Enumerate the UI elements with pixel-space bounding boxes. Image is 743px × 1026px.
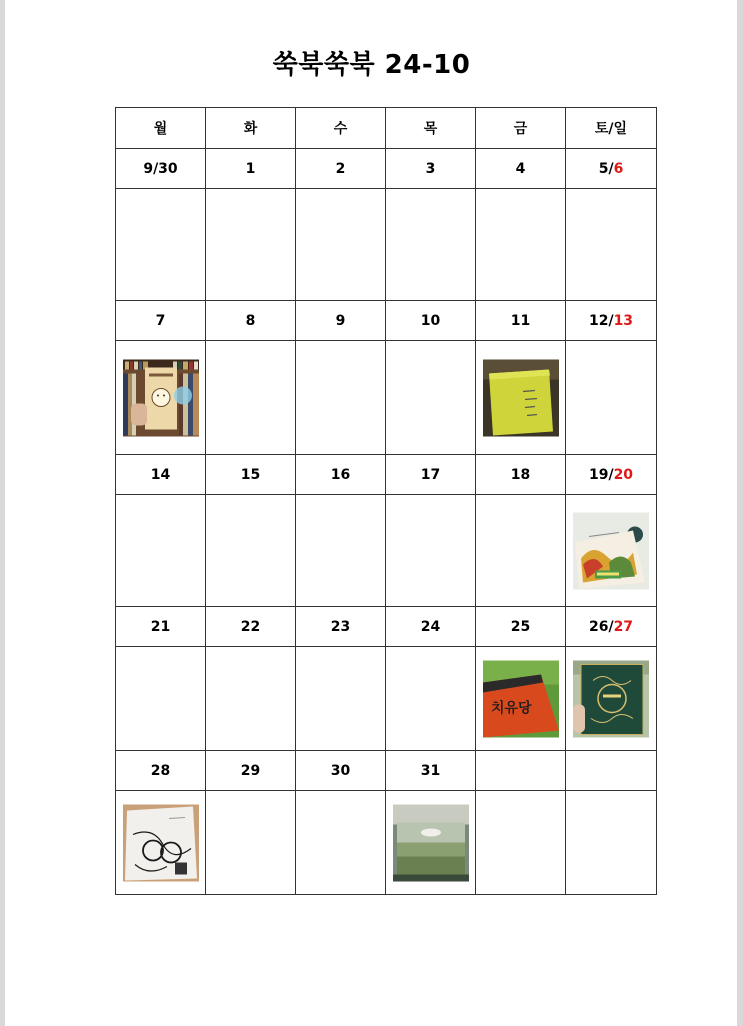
content-cell xyxy=(116,647,206,751)
weekday-mon: 월 xyxy=(116,108,206,149)
date-cell: 18 xyxy=(476,455,566,495)
date-cell: 4 xyxy=(476,149,566,189)
week-2-content-row xyxy=(116,341,657,455)
date-cell: 23 xyxy=(296,607,386,647)
book-cover-title: 치유당 xyxy=(490,700,532,716)
saturday-date: 19 xyxy=(588,466,609,483)
date-cell: 21 xyxy=(116,607,206,647)
week-3-content-row xyxy=(116,495,657,607)
content-cell xyxy=(476,189,566,301)
week-2-date-row xyxy=(116,301,657,341)
weekday-header-row xyxy=(116,108,657,149)
landscape-book-photo-image xyxy=(393,804,469,881)
week-4-content-row xyxy=(116,647,657,751)
page-title: 쑥북쑥북 24-10 xyxy=(272,50,471,80)
content-cell xyxy=(116,189,206,301)
content-cell xyxy=(476,341,566,455)
date-cell: 7 xyxy=(116,301,206,341)
content-cell xyxy=(116,495,206,607)
date-cell: 1 xyxy=(206,149,296,189)
page-edge-left xyxy=(0,0,5,1026)
date-cell xyxy=(476,751,566,791)
week-1-date-row xyxy=(116,149,657,189)
weekend-date-cell: 19/20 xyxy=(566,455,657,495)
green-book-photo-image xyxy=(573,660,649,737)
date-cell xyxy=(566,751,657,791)
weekday-tue: 화 xyxy=(206,108,296,149)
weekday-thu: 목 xyxy=(386,108,476,149)
saturday-date: 5 xyxy=(598,160,609,177)
date-cell: 9 xyxy=(296,301,386,341)
date-cell: 3 xyxy=(386,149,476,189)
content-cell xyxy=(386,791,476,895)
date-cell: 11 xyxy=(476,301,566,341)
weekday-weekend: 토/일 xyxy=(566,108,657,149)
content-cell xyxy=(296,647,386,751)
calendar-table xyxy=(115,107,657,895)
date-cell: 28 xyxy=(116,751,206,791)
sunday-date: 20 xyxy=(613,466,634,483)
date-cell: 22 xyxy=(206,607,296,647)
content-cell xyxy=(386,341,476,455)
weekend-date-cell: 26/27 xyxy=(566,607,657,647)
content-cell xyxy=(566,791,657,895)
date-cell: 8 xyxy=(206,301,296,341)
weekend-date-cell: 5/6 xyxy=(566,149,657,189)
date-cell: 2 xyxy=(296,149,386,189)
yellow-book-photo-image xyxy=(483,359,559,436)
content-cell xyxy=(296,189,386,301)
content-cell xyxy=(476,647,566,751)
content-cell xyxy=(296,791,386,895)
sunday-date: 6 xyxy=(613,160,624,177)
content-cell xyxy=(476,495,566,607)
date-cell: 30 xyxy=(296,751,386,791)
weekend-date-cell: 12/13 xyxy=(566,301,657,341)
week-3-date-row xyxy=(116,455,657,495)
content-cell xyxy=(116,341,206,455)
weekday-wed: 수 xyxy=(296,108,386,149)
content-cell xyxy=(476,791,566,895)
week-5-date-row xyxy=(116,751,657,791)
content-cell xyxy=(566,647,657,751)
bookshelf-photo-image xyxy=(123,359,199,436)
yellow-book-photo[interactable] xyxy=(483,359,559,436)
sunday-date: 13 xyxy=(613,312,634,329)
white-book-photo[interactable] xyxy=(123,804,199,881)
date-cell: 15 xyxy=(206,455,296,495)
content-cell xyxy=(566,189,657,301)
content-cell xyxy=(206,791,296,895)
content-cell xyxy=(566,341,657,455)
page-edge-right xyxy=(737,0,743,1026)
content-cell xyxy=(296,341,386,455)
content-cell xyxy=(206,495,296,607)
date-cell: 31 xyxy=(386,751,476,791)
illustrated-book-photo-image xyxy=(573,512,649,589)
white-book-photo-image xyxy=(123,804,199,881)
content-cell xyxy=(566,495,657,607)
week-1-content-row xyxy=(116,189,657,301)
week-5-content-row xyxy=(116,791,657,895)
date-cell: 29 xyxy=(206,751,296,791)
red-book-photo-image xyxy=(483,660,559,737)
red-book-photo[interactable] xyxy=(483,660,559,737)
landscape-book-photo[interactable] xyxy=(393,804,469,881)
content-cell xyxy=(206,189,296,301)
content-cell xyxy=(386,495,476,607)
content-cell xyxy=(386,647,476,751)
date-cell: 25 xyxy=(476,607,566,647)
bookshelf-book-photo[interactable] xyxy=(123,359,199,436)
weekday-fri: 금 xyxy=(476,108,566,149)
content-cell xyxy=(296,495,386,607)
content-cell xyxy=(206,647,296,751)
content-cell xyxy=(116,791,206,895)
content-cell xyxy=(386,189,476,301)
date-cell: 10 xyxy=(386,301,476,341)
week-4-date-row xyxy=(116,607,657,647)
saturday-date: 12 xyxy=(588,312,609,329)
saturday-date: 26 xyxy=(588,618,609,635)
illustrated-book-photo[interactable] xyxy=(573,512,649,589)
date-cell: 24 xyxy=(386,607,476,647)
date-cell: 14 xyxy=(116,455,206,495)
sunday-date: 27 xyxy=(613,618,634,635)
green-book-photo[interactable] xyxy=(573,660,649,737)
content-cell xyxy=(206,341,296,455)
date-cell: 17 xyxy=(386,455,476,495)
date-cell: 16 xyxy=(296,455,386,495)
date-cell: 9/30 xyxy=(116,149,206,189)
